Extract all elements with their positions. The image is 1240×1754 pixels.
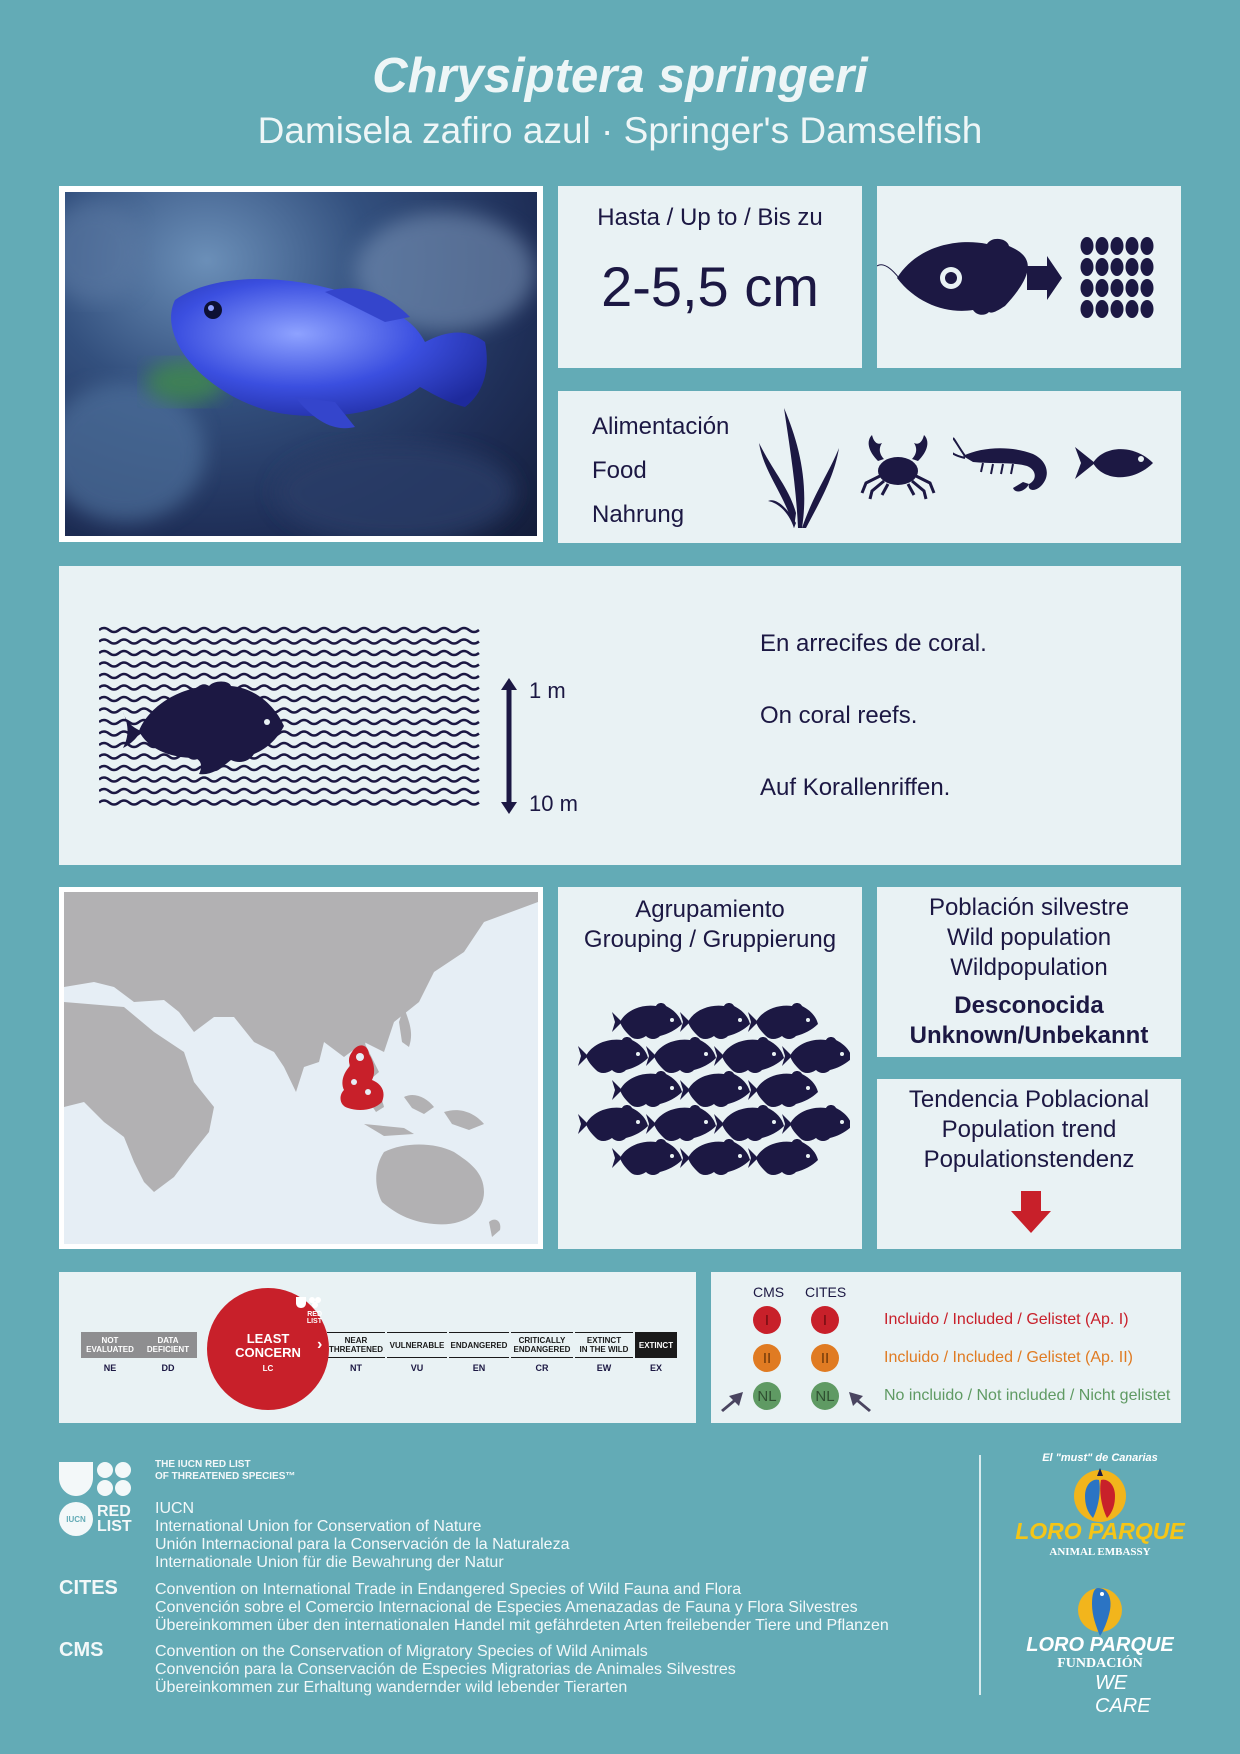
damselfish-photo-illustration	[65, 192, 537, 536]
iucn-line: Unión Internacional para la Conservación de la Naturaleza	[155, 1536, 570, 1553]
cms-mark-ii: II	[753, 1344, 781, 1372]
common-names: Damisela zafiro azul · Springer's Damselfish	[257, 110, 983, 151]
current-status-circle	[207, 1288, 329, 1410]
iucn-category-code: DD	[161, 1363, 175, 1373]
habitat-panel	[59, 566, 1181, 865]
iucn-category-label: ENDANGERED	[513, 1345, 571, 1354]
species-range	[341, 1045, 384, 1110]
cms-pointer-icon	[719, 1390, 745, 1412]
iucn-category-code: EW	[596, 1363, 612, 1373]
wild-population-status-en-de: Unknown/Unbekannt	[909, 1022, 1149, 1049]
food-label-de: Nahrung	[592, 501, 685, 528]
iucn-badge-line-1: THE IUCN RED LIST	[155, 1459, 251, 1470]
grouping-title-es: Agrupamiento	[635, 896, 785, 923]
cms-line: Übereinkommen zur Erhaltung wandernder wild lebender Tierarten	[155, 1679, 628, 1696]
wild-population-en: Wild population	[946, 924, 1112, 951]
food-label-es: Alimentación	[592, 413, 730, 440]
parrot-sun-icon	[1065, 1466, 1135, 1522]
population-trend-en: Population trend	[941, 1116, 1117, 1143]
cites-mark-nl: NL	[811, 1382, 839, 1410]
habitat-text-de: Auf Korallenriffen.	[760, 774, 951, 801]
depth-min: 1 m	[529, 678, 566, 703]
cites-footer-head: CITES	[59, 1577, 118, 1599]
iucn-category-dd	[139, 1332, 197, 1358]
food-panel	[558, 391, 1181, 543]
cms-mark-i: I	[753, 1306, 781, 1334]
scientific-name: Chrysiptera springeri	[372, 49, 868, 103]
habitat-text-en: On coral reefs.	[760, 702, 918, 729]
iucn-category-code: EN	[472, 1363, 486, 1373]
wild-population-es: Población silvestre	[928, 894, 1130, 921]
iucn-badge-line-2: OF THREATENED SPECIES™	[155, 1471, 296, 1482]
iucn-category-label: ENDANGERED	[450, 1340, 508, 1350]
wild-population-panel	[877, 887, 1181, 1057]
iucn-category-label: EXTINCT	[586, 1336, 622, 1345]
fundacion-subtitle: FUNDACIÓN	[1057, 1656, 1143, 1671]
cites-header: CITES	[805, 1284, 847, 1300]
fish-icon	[1073, 441, 1157, 486]
reproduction-panel	[877, 186, 1181, 368]
red-list-logo-line-1: RED	[97, 1503, 131, 1520]
iucn-category-label: CRITICALLY	[518, 1336, 566, 1345]
loro-parque-subtitle: ANIMAL EMBASSY	[1049, 1546, 1151, 1558]
cms-line: Convención para la Conservación de Especies Migratorias de Animales Silvestres	[155, 1661, 736, 1678]
cites-pointer-icon	[847, 1390, 873, 1412]
cms-footer-head: CMS	[59, 1639, 104, 1661]
red-list-logo-line-2: LIST	[97, 1518, 132, 1535]
red-list-badge-line-1: RED	[307, 1311, 322, 1318]
legend-row-text: No incluido / Not included / Nicht gelistet	[884, 1387, 1171, 1404]
world-map	[64, 892, 538, 1244]
cms-description	[155, 1643, 736, 1697]
current-status-code: LC	[262, 1364, 274, 1373]
water-depth-icon	[99, 626, 499, 816]
cites-mark-i: I	[811, 1306, 839, 1334]
size-value: 2-5,5 cm	[601, 255, 819, 318]
iucn-category-label: NOT	[101, 1336, 119, 1345]
current-status-label-2: CONCERN	[235, 1345, 301, 1360]
legend-row-text: Incluido / Included / Gelistet (Ap. II)	[884, 1349, 1134, 1366]
iucn-status-panel	[59, 1272, 696, 1423]
protection-legend-panel	[711, 1272, 1181, 1423]
iucn-category-vu	[387, 1332, 447, 1358]
iucn-category-label: IN THE WILD	[579, 1345, 629, 1354]
current-status-chevron-icon: ›	[317, 1336, 323, 1353]
cites-line: Convención sobre el Comercio Internacional de Especies Amenazadas de Fauna y Flora Silvestres	[155, 1599, 858, 1616]
red-list-badge-line-2: LIST	[306, 1318, 322, 1325]
fundacion-slogan: WE CARE	[1095, 1672, 1151, 1717]
food-label-en: Food	[592, 457, 647, 484]
shrimp-icon	[953, 436, 1053, 496]
iucn-red-list-logo	[59, 1460, 137, 1540]
cms-header: CMS	[753, 1284, 785, 1300]
iucn-category-code: NT	[350, 1363, 362, 1373]
legend-row-text: Incluido / Included / Gelistet (Ap. I)	[884, 1311, 1129, 1328]
cites-mark-ii: II	[811, 1344, 839, 1372]
population-trend-de: Populationstendenz	[923, 1146, 1135, 1173]
iucn-category-label: VULNERABLE	[389, 1340, 445, 1350]
loro-parque-logo	[1015, 1452, 1185, 1562]
fundacion-name: LORO PARQUE	[1026, 1634, 1174, 1656]
school-of-fish-icon	[570, 1002, 850, 1182]
species-photo	[59, 186, 543, 542]
egg-laying-icon	[877, 186, 1181, 368]
population-trend-panel	[877, 1079, 1181, 1249]
cms-line: Convention on the Conservation of Migratory Species of Wild Animals	[155, 1643, 648, 1660]
habitat-text-es: En arrecifes de coral.	[760, 630, 987, 657]
iucn-category-code: EX	[649, 1363, 662, 1373]
iucn-category-label: EVALUATED	[86, 1345, 134, 1354]
iucn-small-badge: IUCN	[59, 1502, 93, 1536]
depth-arrow-icon	[499, 676, 519, 816]
loro-parque-fundacion-logo	[1015, 1580, 1185, 1717]
iucn-category-en	[449, 1332, 509, 1358]
red-list-logo-icon	[294, 1295, 322, 1309]
iucn-category-label: EXTINCT	[638, 1340, 674, 1350]
iucn-description	[155, 1500, 569, 1572]
size-label: Hasta / Up to / Bis zu	[597, 204, 823, 231]
loro-parque-tagline: El "must" de Canarias	[1042, 1452, 1158, 1464]
iucn-category-code: VU	[410, 1363, 424, 1373]
cms-mark-nl: NL	[753, 1382, 781, 1410]
cites-line: Convention on International Trade in Endangered Species of Wild Fauna and Flora	[155, 1581, 742, 1598]
depth-max: 10 m	[529, 791, 578, 816]
iucn-line: IUCN	[155, 1500, 195, 1517]
population-trend-es: Tendencia Poblacional	[908, 1086, 1150, 1113]
algae-icon	[754, 403, 844, 533]
iucn-category-code: NE	[103, 1363, 117, 1373]
wild-population-de: Wildpopulation	[950, 954, 1108, 981]
iucn-drops-icon	[59, 1460, 137, 1500]
crab-icon	[858, 431, 938, 501]
grouping-title-en-de: Grouping / Gruppierung	[583, 926, 837, 953]
iucn-line: Internationale Union für die Bewahrung der Natur	[155, 1554, 504, 1571]
cites-line: Übereinkommen über den internationalen Handel mit gefährdeten Arten freilebender Tiere und Pflanzen	[155, 1617, 889, 1634]
wild-population-status-es: Desconocida	[954, 992, 1104, 1019]
iucn-category-code: CR	[535, 1363, 549, 1373]
cites-description	[155, 1581, 889, 1635]
iucn-category-ew	[575, 1332, 633, 1358]
red-list-badge	[294, 1295, 322, 1323]
iucn-category-cr	[511, 1332, 573, 1358]
distribution-map	[59, 887, 543, 1249]
iucn-category-nt	[327, 1332, 385, 1358]
iucn-category-label: DEFICIENT	[146, 1345, 190, 1354]
grouping-panel	[558, 887, 862, 1249]
size-panel	[558, 186, 862, 368]
iucn-category-label: DATA	[157, 1336, 179, 1345]
fundacion-parrot-icon	[1070, 1580, 1130, 1636]
iucn-category-ex	[635, 1332, 677, 1358]
footer-divider	[979, 1455, 981, 1695]
iucn-category-label: THREATENED	[328, 1345, 384, 1354]
iucn-category-label: NEAR	[344, 1336, 368, 1345]
loro-parque-name: LORO PARQUE	[1015, 1518, 1185, 1544]
iucn-line: International Union for Conservation of Nature	[155, 1518, 482, 1535]
current-status-label-1: LEAST	[246, 1331, 290, 1346]
iucn-category-ne	[81, 1332, 139, 1358]
trend-down-arrow-icon	[1011, 1191, 1051, 1235]
